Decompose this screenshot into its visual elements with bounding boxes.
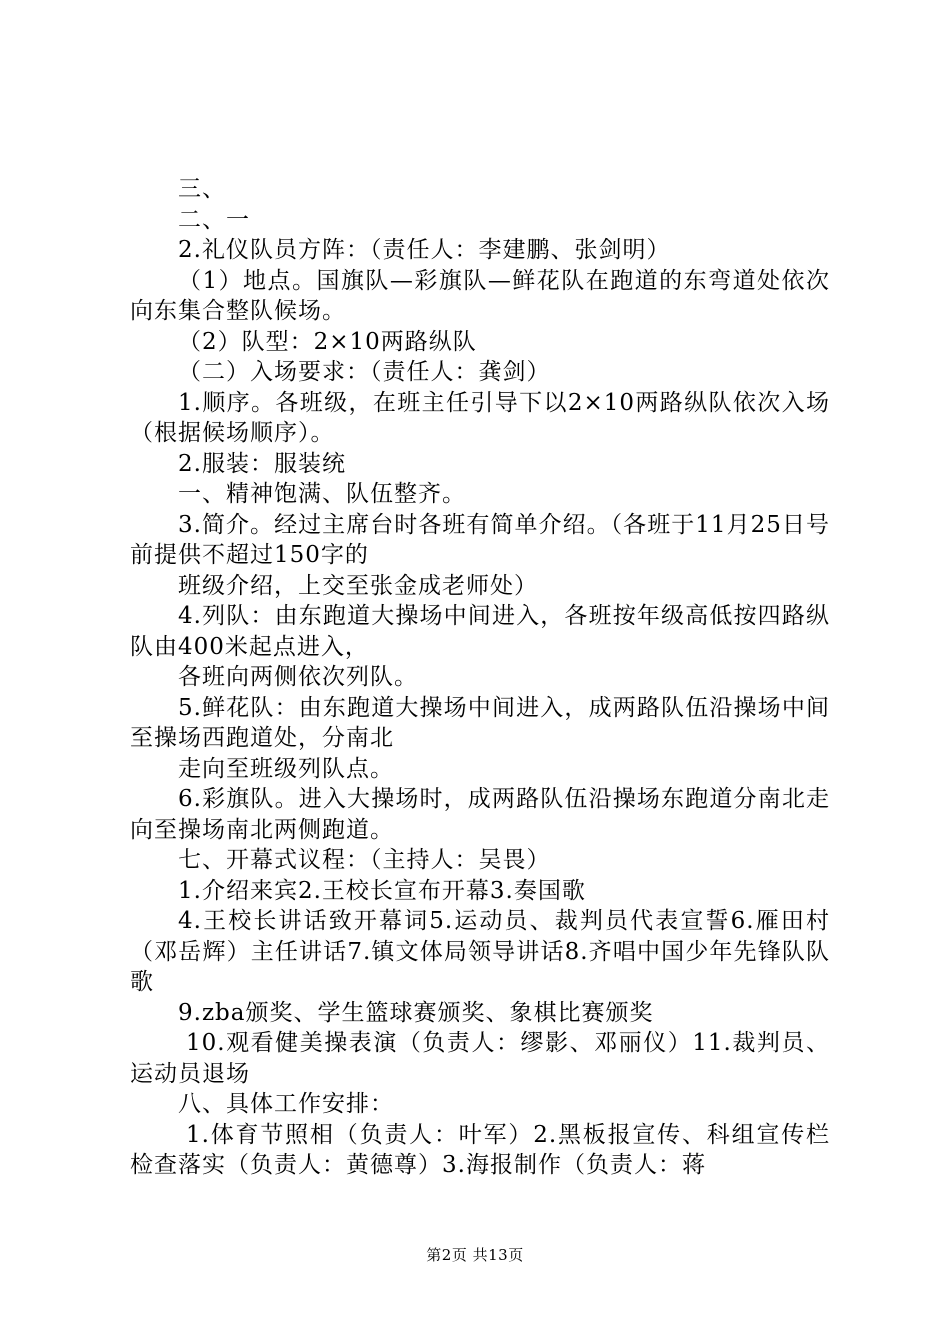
paragraph: （二）入场要求：（责任人：龚剑） [178, 359, 551, 385]
paragraph: 4.列队：由东跑道大操场中间进入，各班按年级高低按四路纵队由400米起点进入， [130, 603, 830, 660]
paragraph: 1.体育节照相（负责人：叶军）2.黑板报宣传、科组宣传栏检查落实（负责人：黄德尊）3.海报制作（负责人：蒋 [130, 1121, 830, 1178]
paragraph: （2）队型：2×10两路纵队 [178, 328, 477, 355]
paragraph: 5.鲜花队：由东跑道大操场中间进入，成两路队伍沿操场中间至操场西跑道处，分南北 [130, 694, 830, 751]
paragraph: 6.彩旗队。进入大操场时，成两路队伍沿操场东跑道分南北走向至操场南北两侧跑道。 [130, 786, 830, 843]
document-body [130, 174, 830, 1181]
paragraph: 2.礼仪队员方阵：（责任人：李建鹏、张剑明） [178, 237, 671, 263]
paragraph: 二、一 [178, 206, 250, 233]
paragraph: 4.王校长讲话致开幕词5.运动员、裁判员代表宣誓6.雁田村（邓岳辉）主任讲话7.镇文体局领导讲话8.齐唱中国少年先锋队队歌 [130, 908, 830, 995]
paragraph: 七、开幕式议程：（主持人：吴畏） [178, 847, 551, 873]
paragraph: 三、 [178, 176, 226, 202]
page-footer [0, 1244, 950, 1265]
paragraph: 一、精神饱满、队伍整齐。 [178, 481, 466, 507]
paragraph: 1.顺序。各班级，在班主任引导下以2×10两路纵队依次入场（根据候场顺序）。 [130, 389, 830, 446]
paragraph: 走向至班级列队点。 [178, 755, 394, 782]
paragraph: 各班向两侧依次列队。 [178, 664, 418, 690]
paragraph: 八、具体工作安排： [178, 1091, 394, 1117]
paragraph: 班级介绍，上交至张金成老师处） [178, 572, 538, 599]
page-number-label: 第2页 共13页 [426, 1246, 524, 1264]
paragraph: 1.介绍来宾2.王校长宣布开幕3.奏国歌 [178, 877, 586, 904]
paragraph: 2.服装：服装统 [178, 450, 346, 477]
paragraph: 9.zba颁奖、学生篮球赛颁奖、象棋比赛颁奖 [178, 999, 654, 1026]
paragraph: 10.观看健美操表演（负责人：缪影、邓丽仪）11.裁判员、运动员退场 [130, 1030, 830, 1087]
paragraph: 3.简介。经过主席台时各班有简单介绍。（各班于11月25日号前提供不超过150字的 [130, 511, 830, 568]
paragraph: （1）地点。国旗队—彩旗队—鲜花队在跑道的东弯道处依次向东集合整队候场。 [130, 267, 830, 324]
